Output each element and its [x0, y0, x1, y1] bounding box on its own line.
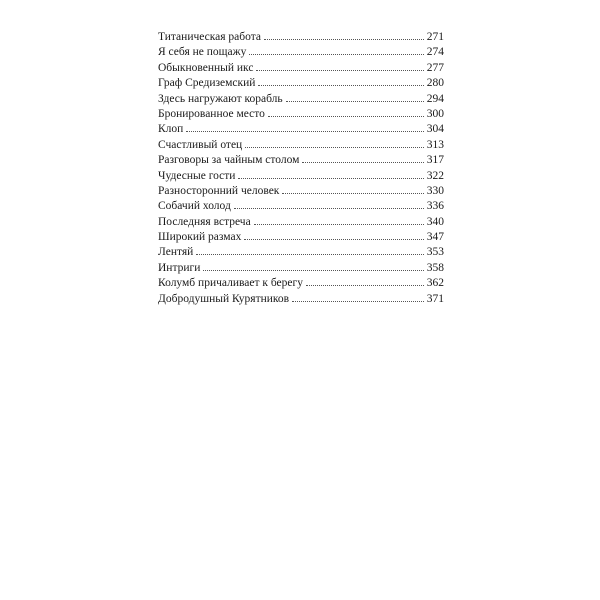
toc-entry-title: Разговоры за чайным столом [158, 154, 300, 167]
dot-leader [258, 85, 423, 86]
toc-entry-page: 371 [426, 292, 444, 305]
toc-entry-title: Бронированное место [158, 107, 265, 120]
toc-entry [158, 230, 444, 245]
dot-leader [256, 70, 423, 71]
toc-entry-page: 313 [426, 138, 444, 151]
dot-leader [244, 239, 423, 240]
dot-leader [234, 208, 424, 209]
toc-entry-title: Здесь нагружают корабль [158, 92, 283, 105]
toc-entry [158, 261, 444, 276]
dot-leader [286, 101, 424, 102]
toc-entry [158, 61, 444, 76]
toc-entry-title: Чудесные гости [158, 169, 236, 182]
dot-leader [264, 39, 424, 40]
dot-leader [268, 116, 424, 117]
dot-leader [245, 147, 424, 148]
toc-entry-page: 362 [426, 277, 444, 290]
toc-entry [158, 215, 444, 230]
dot-leader [186, 131, 423, 132]
toc-entry-page: 304 [426, 123, 444, 136]
toc-entry-title: Счастливый отец [158, 138, 243, 151]
toc-entry [158, 184, 444, 199]
toc-entry [158, 199, 444, 214]
dot-leader [306, 285, 424, 286]
toc-entry-page: 353 [426, 246, 444, 259]
toc-entry-page: 340 [426, 215, 444, 228]
toc-entry-page: 347 [426, 231, 444, 244]
toc-entry-title: Титаническая работа [158, 31, 262, 43]
toc-entry-title: Я себя не пощажу [158, 46, 247, 59]
toc-entry [158, 30, 444, 45]
toc-entry-title: Добродушный Курятников [158, 292, 290, 305]
toc-entry-page: 317 [426, 154, 444, 167]
toc-entry-title: Интриги [158, 261, 201, 274]
dot-leader [282, 193, 423, 194]
dot-leader [302, 162, 423, 163]
toc-entry-page: 280 [426, 77, 444, 90]
toc-entry-page: 274 [426, 46, 444, 59]
toc-entry [158, 292, 444, 307]
toc-entry-title: Колумб причаливает к берегу [158, 277, 303, 290]
toc-entry [158, 245, 444, 260]
toc-entry-title: Собачий холод [158, 200, 231, 213]
toc-entry [158, 169, 444, 184]
toc-entry [158, 107, 444, 122]
dot-leader [292, 301, 424, 302]
toc-entry-title: Граф Средиземский [158, 77, 256, 90]
toc-entry-page: 271 [426, 31, 444, 43]
toc-entry [158, 92, 444, 107]
toc-entry-page: 294 [426, 92, 444, 105]
toc-entry-page: 322 [426, 169, 444, 182]
toc-entry-page: 336 [426, 200, 444, 213]
dot-leader [203, 270, 423, 271]
table-of-contents [158, 30, 444, 307]
toc-entry [158, 276, 444, 291]
toc-entry [158, 76, 444, 91]
toc-entry [158, 122, 444, 137]
toc-entry [158, 45, 444, 60]
toc-entry-page: 300 [426, 107, 444, 120]
toc-entry-title: Последняя встреча [158, 215, 251, 228]
toc-entry [158, 153, 444, 168]
toc-entry-title: Лентяй [158, 246, 194, 259]
toc-entry-page: 277 [426, 61, 444, 74]
toc-entry-title: Широкий размах [158, 231, 242, 244]
toc-entry-title: Разносторонний человек [158, 184, 280, 197]
dot-leader [249, 54, 423, 55]
toc-entry-title: Клоп [158, 123, 184, 136]
dot-leader [238, 178, 423, 179]
toc-entry [158, 138, 444, 153]
toc-entry-title: Обыкновенный икс [158, 61, 254, 74]
dot-leader [196, 254, 423, 255]
toc-entry-page: 330 [426, 184, 444, 197]
dot-leader [254, 224, 424, 225]
toc-entry-page: 358 [426, 261, 444, 274]
